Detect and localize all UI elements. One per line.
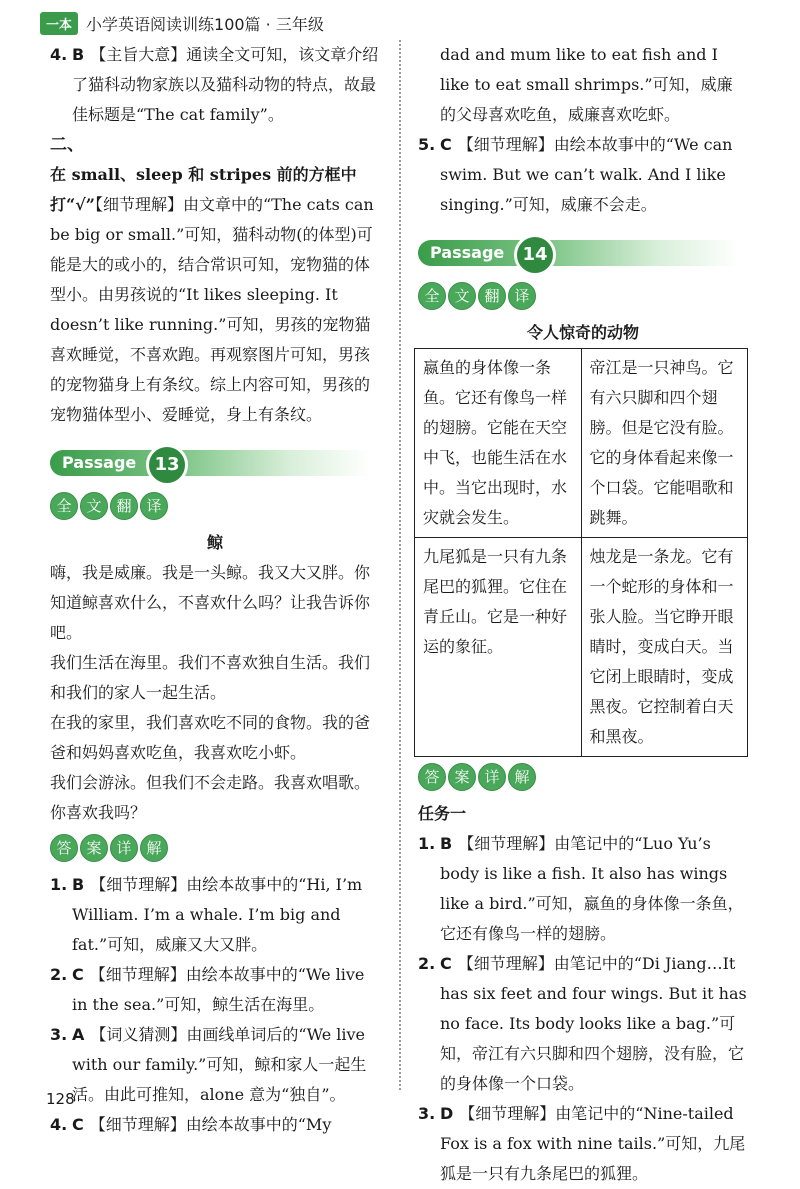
item-number: 3.	[418, 1104, 436, 1123]
answer-item	[50, 960, 380, 1020]
answer-letter: C	[440, 135, 452, 154]
tag-char: 翻	[478, 282, 506, 310]
item-number: 1.	[50, 875, 68, 894]
tag-char: 详	[110, 834, 138, 862]
answer-text: 【细节理解】由笔记中的“Nine-tailed Fox is a fox with nine tails.”可知，九尾狐是一只有九条尾巴的狐狸。	[440, 1104, 746, 1183]
tag-char: 全	[418, 282, 446, 310]
answer-letter: D	[440, 1104, 454, 1123]
table-cell: 烛龙是一条龙。它有一个蛇形的身体和一张人脸。当它睁开眼睛时，变成白天。当它闭上眼睛时，变成黑夜。它控制着白天和黑夜。	[581, 538, 748, 757]
section-label: 二、	[50, 135, 84, 155]
translation-tag	[418, 282, 748, 310]
passage-number: 13	[146, 444, 188, 486]
continued-text: dad and mum like to eat fish and I like to eat small shrimps.”可知，威廉的父母喜欢吃鱼，威廉喜欢吃虾。	[440, 45, 733, 124]
item-number: 1.	[418, 834, 436, 853]
tag-char: 译	[508, 282, 536, 310]
story-paragraph: 嗨，我是威廉。我是一头鲸。我又大又胖。你知道鲸喜欢什么，不喜欢什么吗？让我告诉你吧。	[50, 563, 371, 642]
translation-tag	[50, 492, 380, 520]
passage-label: Passage	[430, 243, 505, 262]
table-cell: 九尾狐是一只有九条尾巴的狐狸。它住在青丘山。它是一种好运的象征。	[415, 538, 582, 757]
story-title: 鲸	[206, 533, 223, 552]
answer-text: 【细节理解】由笔记中的“Di Jiang…It has six feet and four wings. But it has no face. Its body looks like a bag.”可知，帝江有六只脚和四个翅膀，没有脸，它的身体像一个口袋。	[440, 954, 747, 1093]
passage-banner	[418, 234, 748, 274]
story-paragraph: 我们生活在海里。我们不喜欢独自生活。我们和我们的家人一起生活。	[50, 653, 371, 702]
passage-banner	[50, 444, 380, 484]
answer-item	[418, 130, 748, 220]
answer-item	[50, 1020, 380, 1110]
answer-letter: B	[72, 875, 85, 894]
table-cell: 帝江是一只神鸟。它有六只脚和四个翅膀。但是它没有脸。它的身体看起来像一个口袋。它能唱歌和跳舞。	[581, 349, 748, 538]
section-answer-bold: 在 small、sleep 和 stripes 前的方框中打“√”	[50, 165, 357, 214]
column-divider	[399, 40, 401, 1090]
passage-label: Passage	[62, 453, 137, 472]
item-number: 4.	[50, 45, 68, 64]
right-column	[418, 40, 748, 1189]
tag-char: 答	[50, 834, 78, 862]
answer-item	[418, 829, 748, 949]
brand-logo: 一本	[40, 12, 78, 35]
animal-table	[414, 348, 748, 757]
page-header	[40, 8, 324, 38]
answer-item	[418, 949, 748, 1099]
answer-tag	[418, 763, 748, 791]
tag-char: 答	[418, 763, 446, 791]
left-column	[50, 40, 380, 1140]
tag-char: 译	[140, 492, 168, 520]
tag-char: 文	[80, 492, 108, 520]
answer-letter: C	[72, 965, 84, 984]
book-title: 小学英语阅读训练100篇 · 三年级	[86, 14, 324, 34]
table-row	[415, 538, 748, 757]
answer-text: 【细节理解】由笔记中的“Luo Yu’s body is like a fish. It also has wings like a bird.”可知，嬴鱼的身体像一条鱼，它还有像鸟一样的翅膀。	[440, 834, 744, 943]
answer-item	[418, 1099, 748, 1189]
tag-char: 翻	[110, 492, 138, 520]
story-paragraph: 在我的家里，我们喜欢吃不同的食物。我的爸爸和妈妈喜欢吃鱼，我喜欢吃小虾。	[50, 713, 371, 762]
tag-char: 解	[140, 834, 168, 862]
table-cell: 嬴鱼的身体像一条鱼。它还有像鸟一样的翅膀。它能在天空中飞，也能生活在水中。当它出现时，水灾就会发生。	[415, 349, 582, 538]
answer-letter: B	[72, 45, 85, 64]
answer-tag	[50, 834, 380, 862]
answer-letter: C	[72, 1115, 84, 1134]
item-number: 4.	[50, 1115, 68, 1134]
task-title: 任务一	[418, 804, 467, 823]
answer-letter: A	[72, 1025, 85, 1044]
story-paragraph: 我们会游泳。但我们不会走路。我喜欢唱歌。你喜欢我吗？	[50, 773, 371, 822]
table-row	[415, 349, 748, 538]
page-number: 128	[46, 1090, 75, 1108]
tag-char: 全	[50, 492, 78, 520]
passage-number: 14	[514, 234, 556, 276]
answer-text: 【词义猜测】由画线单词后的“We live with our family.”可知，鲸和家人一起生活。由此可推知，alone 意为“独自”。	[72, 1025, 367, 1104]
answer-text: 【细节理解】由绘本故事中的“Hi, I’m William. I’m a whale. I’m big and fat.”可知，威廉又大又胖。	[72, 875, 363, 954]
section-answer-text: 【细节理解】由文章中的“The cats can be big or small.”可知，猫科动物(的体型)可能是大的或小的，结合常识可知，宠物猫的体型小。由男孩说的“It likes sleeping. It doesn’t like running.”可知，男孩的宠物猫喜欢睡觉，不喜欢跑。再观察图片可知，男孩的宠物猫身上有条纹。综上内容可知，男孩的宠物猫体型小、爱睡觉，身上有条纹。	[50, 195, 374, 424]
answer-text: 【细节理解】由绘本故事中的“My	[89, 1115, 332, 1134]
answer-item	[50, 1110, 380, 1140]
item-number: 2.	[50, 965, 68, 984]
section-answer	[50, 160, 380, 430]
answer-text: 【主旨大意】通读全文可知，该文章介绍了猫科动物家族以及猫科动物的特点，故最佳标题是“The cat family”。	[72, 45, 379, 124]
answer-letter: C	[440, 954, 452, 973]
tag-char: 详	[478, 763, 506, 791]
table-title: 令人惊奇的动物	[526, 323, 639, 342]
item-number: 2.	[418, 954, 436, 973]
item-number: 3.	[50, 1025, 68, 1044]
tag-char: 文	[448, 282, 476, 310]
tag-char: 解	[508, 763, 536, 791]
item-number: 5.	[418, 135, 436, 154]
answer-item	[50, 40, 380, 130]
tag-char: 案	[448, 763, 476, 791]
answer-text: 【细节理解】由绘本故事中的“We can swim. But we can’t walk. And I like singing.”可知，威廉不会走。	[440, 135, 733, 214]
answer-text: 【细节理解】由绘本故事中的“We live in the sea.”可知，鲸生活在海里。	[72, 965, 365, 1014]
answer-letter: B	[440, 834, 453, 853]
tag-char: 案	[80, 834, 108, 862]
answer-item	[50, 870, 380, 960]
